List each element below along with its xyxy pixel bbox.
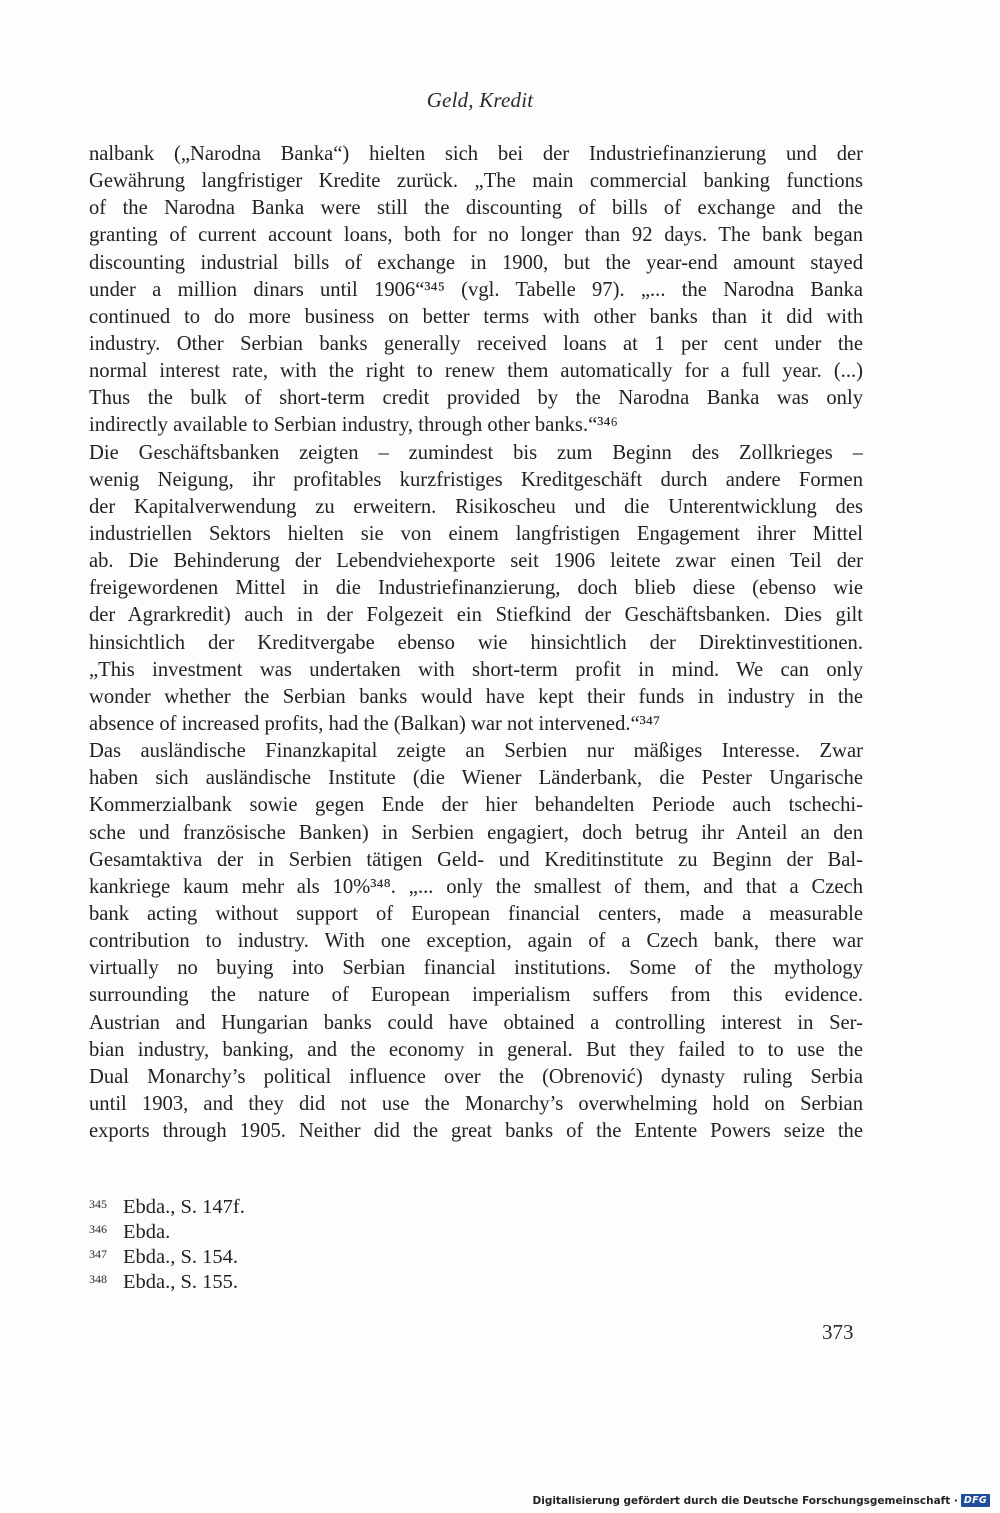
text-line: of the Narodna Banka were still the discounting of bills of exchange and the bbox=[89, 197, 863, 220]
page-number: 373 bbox=[822, 1320, 854, 1344]
body-text bbox=[89, 141, 863, 1145]
text-line: wonder whether the Serbian banks would have kept their funds in industry in the bbox=[89, 685, 863, 708]
text-line: Gesamtaktiva der in Serbien tätigen Geld- und Kreditinstitute zu Beginn der Bal- bbox=[89, 848, 863, 871]
text-line: absence of increased profits, had the (Balkan) war not intervened.“³⁴⁷ bbox=[89, 712, 661, 735]
footnote bbox=[89, 1195, 489, 1220]
text-line: granting of current account loans, both for no longer than 92 days. The bank began bbox=[89, 224, 863, 247]
text-line: industriellen Sektors hielten sie von einem langfristigen Engagement ihrer Mittel bbox=[89, 522, 863, 545]
footnote bbox=[89, 1270, 489, 1295]
text-line: Dual Monarchy’s political influence over the (Obrenović) dynasty ruling Serbia bbox=[89, 1065, 863, 1088]
text-line: continued to do more business on better terms with other banks than it did with bbox=[89, 305, 863, 328]
text-line: wenig Neigung, ihr profitables kurzfristiges Kreditgeschäft durch andere Formen bbox=[89, 468, 863, 491]
text-line: bank acting without support of European financial centers, made a measurable bbox=[89, 902, 863, 925]
footnote-text: Ebda., S. 147f. bbox=[123, 1196, 245, 1218]
text-line: industry. Other Serbian banks generally received loans at 1 per cent under the bbox=[89, 332, 863, 355]
text-line: Die Geschäftsbanken zeigten – zumindest bis zum Beginn des Zollkrieges – bbox=[89, 441, 863, 464]
text-line: Das ausländische Finanzkapital zeigte an Serbien nur mäßiges Interesse. Zwar bbox=[89, 740, 863, 763]
digitization-credit bbox=[533, 1494, 991, 1507]
text-line: „This investment was undertaken with short-term profit in mind. We can only bbox=[89, 658, 863, 681]
text-line: Thus the bulk of short-term credit provided by the Narodna Banka was only bbox=[89, 387, 863, 410]
footnote-text: Ebda., S. 154. bbox=[123, 1246, 239, 1268]
text-line: under a million dinars until 1906“³⁴⁵ (vgl. Tabelle 97). „... the Narodna Banka bbox=[89, 278, 863, 301]
running-head: Geld, Kredit bbox=[426, 88, 534, 112]
credit-text: Digitalisierung gefördert durch die Deutsche Forschungsgemeinschaft · bbox=[532, 1494, 958, 1507]
text-line: surrounding the nature of European imperialism suffers from this evidence. bbox=[89, 984, 863, 1007]
text-line: Gewährung langfristiger Kredite zurück. „The main commercial banking functions bbox=[89, 170, 863, 193]
dfg-logo-icon: DFG bbox=[961, 1494, 990, 1507]
footnote bbox=[89, 1245, 489, 1270]
text-line: der Agrarkredit) auch in der Folgezeit ein Stiefkind der Geschäftsbanken. Dies gilt bbox=[89, 604, 863, 627]
text-line: contribution to industry. With one exception, again of a Czech bank, there war bbox=[89, 930, 863, 953]
text-line: exports through 1905. Neither did the great banks of the Entente Powers seize the bbox=[89, 1120, 863, 1143]
footnotes bbox=[89, 1195, 489, 1295]
text-line: kankriege kaum mehr als 10%³⁴⁸. „... only the smallest of them, and that a Czech bbox=[89, 875, 863, 898]
text-line: der Kapitalverwendung zu erweitern. Risikoscheu und die Unterentwicklung des bbox=[89, 495, 863, 518]
text-line: freigewordenen Mittel in die Industriefinanzierung, doch blieb diese (ebenso wie bbox=[89, 577, 863, 600]
text-line: normal interest rate, with the right to renew them automatically for a full year. (...) bbox=[89, 360, 863, 383]
footnote bbox=[89, 1220, 489, 1245]
text-line: virtually no buying into Serbian financial institutions. Some of the mythology bbox=[89, 957, 863, 980]
text-line: ab. Die Behinderung der Lebendviehexporte seit 1906 leitete zwar einen Teil der bbox=[89, 550, 863, 573]
text-line: haben sich ausländische Institute (die Wiener Länderbank, die Pester Ungarische bbox=[89, 767, 863, 790]
footnote-number: 346 bbox=[89, 1222, 107, 1236]
footnote-text: Ebda., S. 155. bbox=[123, 1271, 239, 1293]
footnote-number: 348 bbox=[89, 1272, 107, 1286]
text-line: nalbank („Narodna Banka“) hielten sich bei der Industriefinanzierung und der bbox=[89, 143, 863, 165]
footnote-text: Ebda. bbox=[123, 1221, 171, 1243]
text-line: hinsichtlich der Kreditvergabe ebenso wie hinsichtlich der Direktinvestitionen. bbox=[89, 631, 863, 654]
footnote-number: 345 bbox=[89, 1197, 107, 1211]
text-line: Kommerzialbank sowie gegen Ende der hier behandelten Periode auch tschechi- bbox=[89, 794, 863, 817]
text-line: discounting industrial bills of exchange in 1900, but the year-end amount stayed bbox=[89, 251, 863, 274]
text-line: bian industry, banking, and the economy in general. But they failed to to use the bbox=[89, 1038, 863, 1061]
text-line: sche und französische Banken) in Serbien engagiert, doch betrug ihr Anteil an den bbox=[89, 821, 863, 844]
text-line: until 1903, and they did not use the Monarchy’s overwhelming hold on Serbian bbox=[89, 1092, 863, 1115]
text-line: Austrian and Hungarian banks could have obtained a controlling interest in Ser- bbox=[89, 1011, 863, 1034]
footnote-number: 347 bbox=[89, 1247, 107, 1261]
text-line: indirectly available to Serbian industry, through other banks.“³⁴⁶ bbox=[89, 414, 618, 437]
